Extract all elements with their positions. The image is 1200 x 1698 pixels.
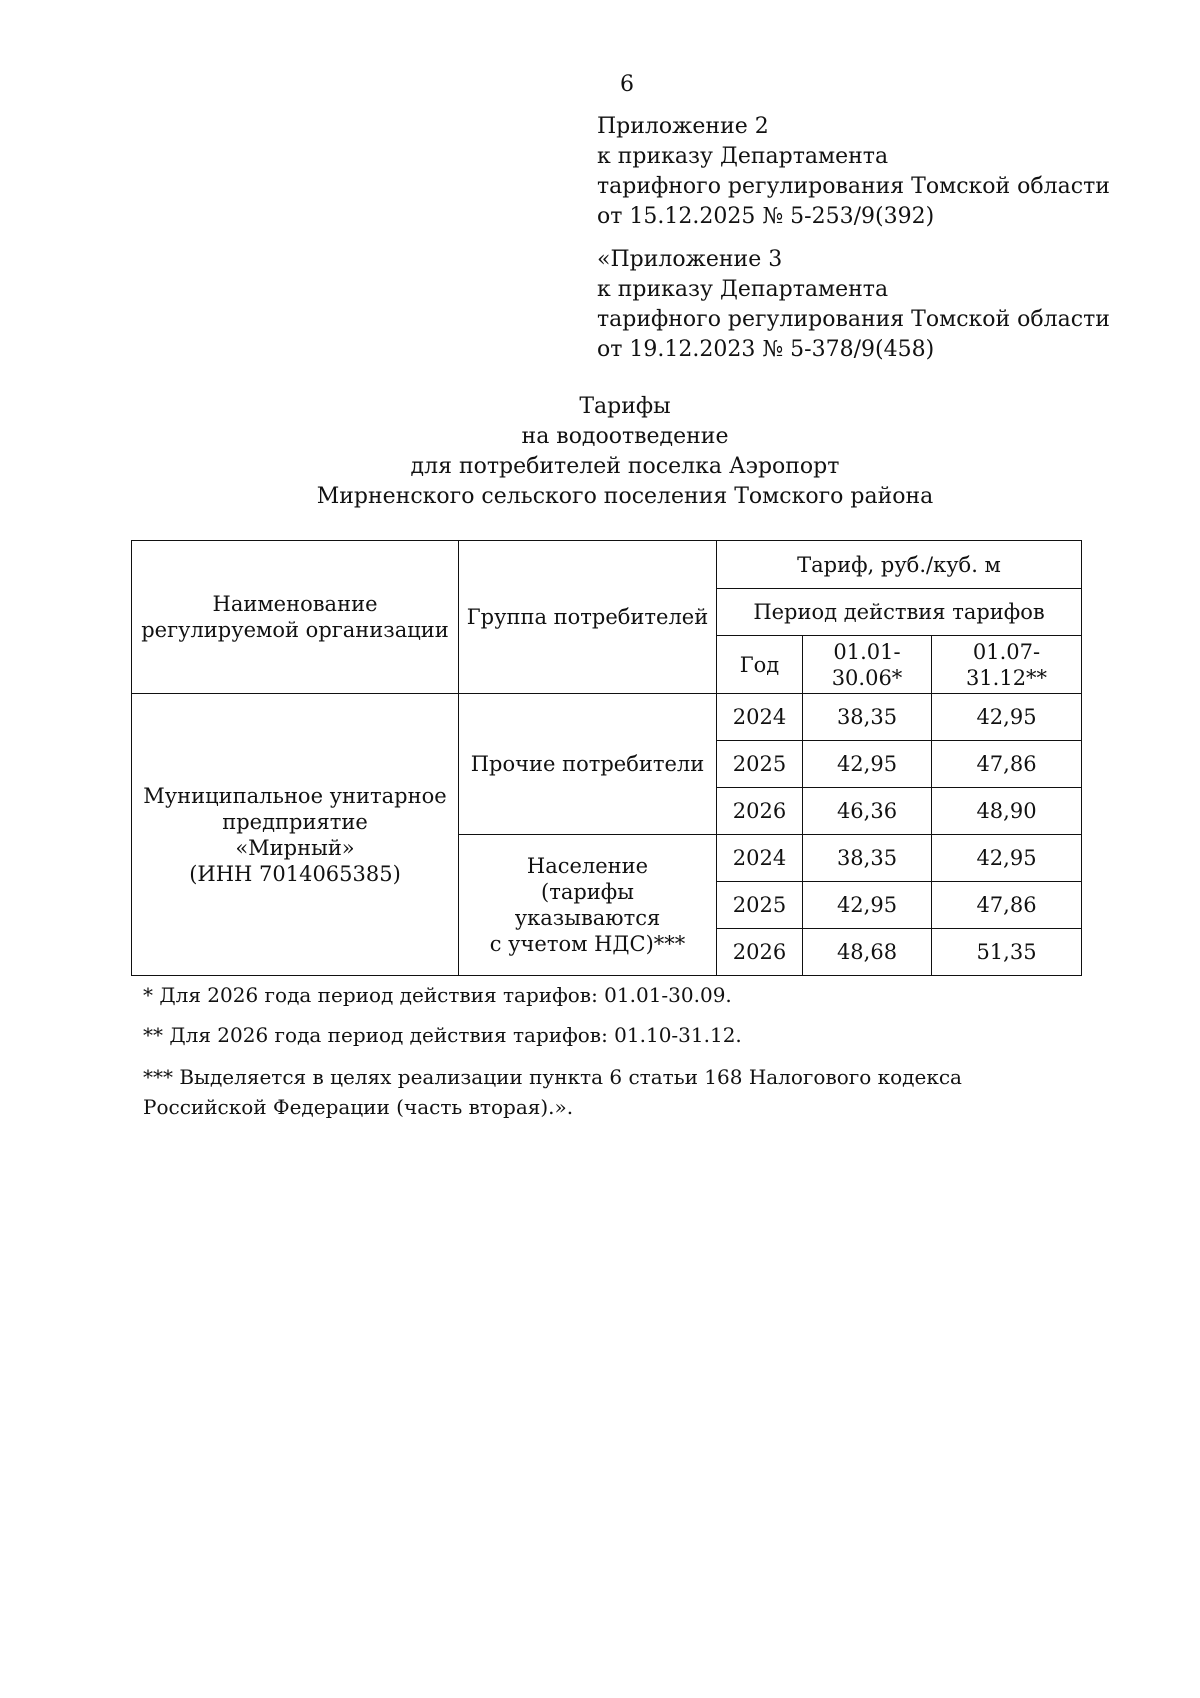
group-line: Население [526,854,649,878]
annex-line: Приложение 2 [597,114,769,139]
tariff-cell: 42,95 [803,882,932,929]
year-cell: 2024 [717,694,803,741]
tariff-cell: 48,90 [932,788,1082,835]
annex-line: «Приложение 3 [597,247,783,272]
annex-line: от 15.12.2025 № 5-253/9(392) [597,204,935,229]
annex-line: к приказу Департамента [597,144,889,169]
year-cell: 2025 [717,882,803,929]
tariff-cell: 47,86 [932,741,1082,788]
footnote: *** Выделяется в целях реализации пункта 6 статьи 168 Налогового кодекса Российской Федерации (часть вторая).». [143,1065,962,1119]
document-title [0,392,1200,512]
title-line: на водоотведение [521,424,729,449]
header-organization: Наименование регулируемой организации [132,541,459,694]
group-line: с учетом НДС)*** [489,932,686,956]
header-period2: 01.07-31.12** [932,636,1082,694]
annex-line: к приказу Департамента [597,277,889,302]
organization-line: предприятие [222,809,368,834]
page-number: 6 [620,72,634,97]
title-line: Тарифы [579,394,671,419]
header-year: Год [717,636,803,694]
header-period1: 01.01-30.06* [803,636,932,694]
title-line: Мирненского сельского поселения Томского района [316,484,934,509]
tariff-cell: 38,35 [803,835,932,882]
tariff-cell: 42,95 [803,741,932,788]
title-line: для потребителей поселка Аэропорт [410,454,840,479]
organization-cell [132,694,459,976]
year-cell: 2025 [717,741,803,788]
tariff-cell: 51,35 [932,929,1082,976]
table-row [132,694,1082,741]
header-period: Период действия тарифов [717,589,1082,636]
tariff-cell: 42,95 [932,694,1082,741]
annex-line: тарифного регулирования Томской области [597,307,1110,332]
tariff-table [131,540,1082,976]
organization-line: Муниципальное унитарное [143,783,447,808]
group-line: Прочие потребители [470,752,705,776]
annex-header-previous [597,245,1110,365]
tariff-cell: 42,95 [932,835,1082,882]
tariff-cell: 48,68 [803,929,932,976]
tariff-cell: 47,86 [932,882,1082,929]
tariff-cell: 46,36 [803,788,932,835]
year-cell: 2026 [717,788,803,835]
header-group: Группа потребителей [459,541,717,694]
organization-line: (ИНН 7014065385) [189,861,401,886]
group-cell [459,694,717,835]
year-cell: 2024 [717,835,803,882]
annex-line: от 19.12.2023 № 5-378/9(458) [597,337,935,362]
footnote: * Для 2026 года период действия тарифов: 01.01-30.09. [143,983,732,1007]
header-tariff: Тариф, руб./куб. м [717,541,1082,589]
footnote: ** Для 2026 года период действия тарифов: 01.10-31.12. [143,1023,742,1047]
tariff-cell: 38,35 [803,694,932,741]
annex-line: тарифного регулирования Томской области [597,174,1110,199]
annex-header-current [597,112,1110,232]
table-header-row [132,541,1082,589]
year-cell: 2026 [717,929,803,976]
group-cell [459,835,717,976]
organization-line: «Мирный» [235,835,355,860]
group-line: (тарифы указываются [514,880,661,930]
